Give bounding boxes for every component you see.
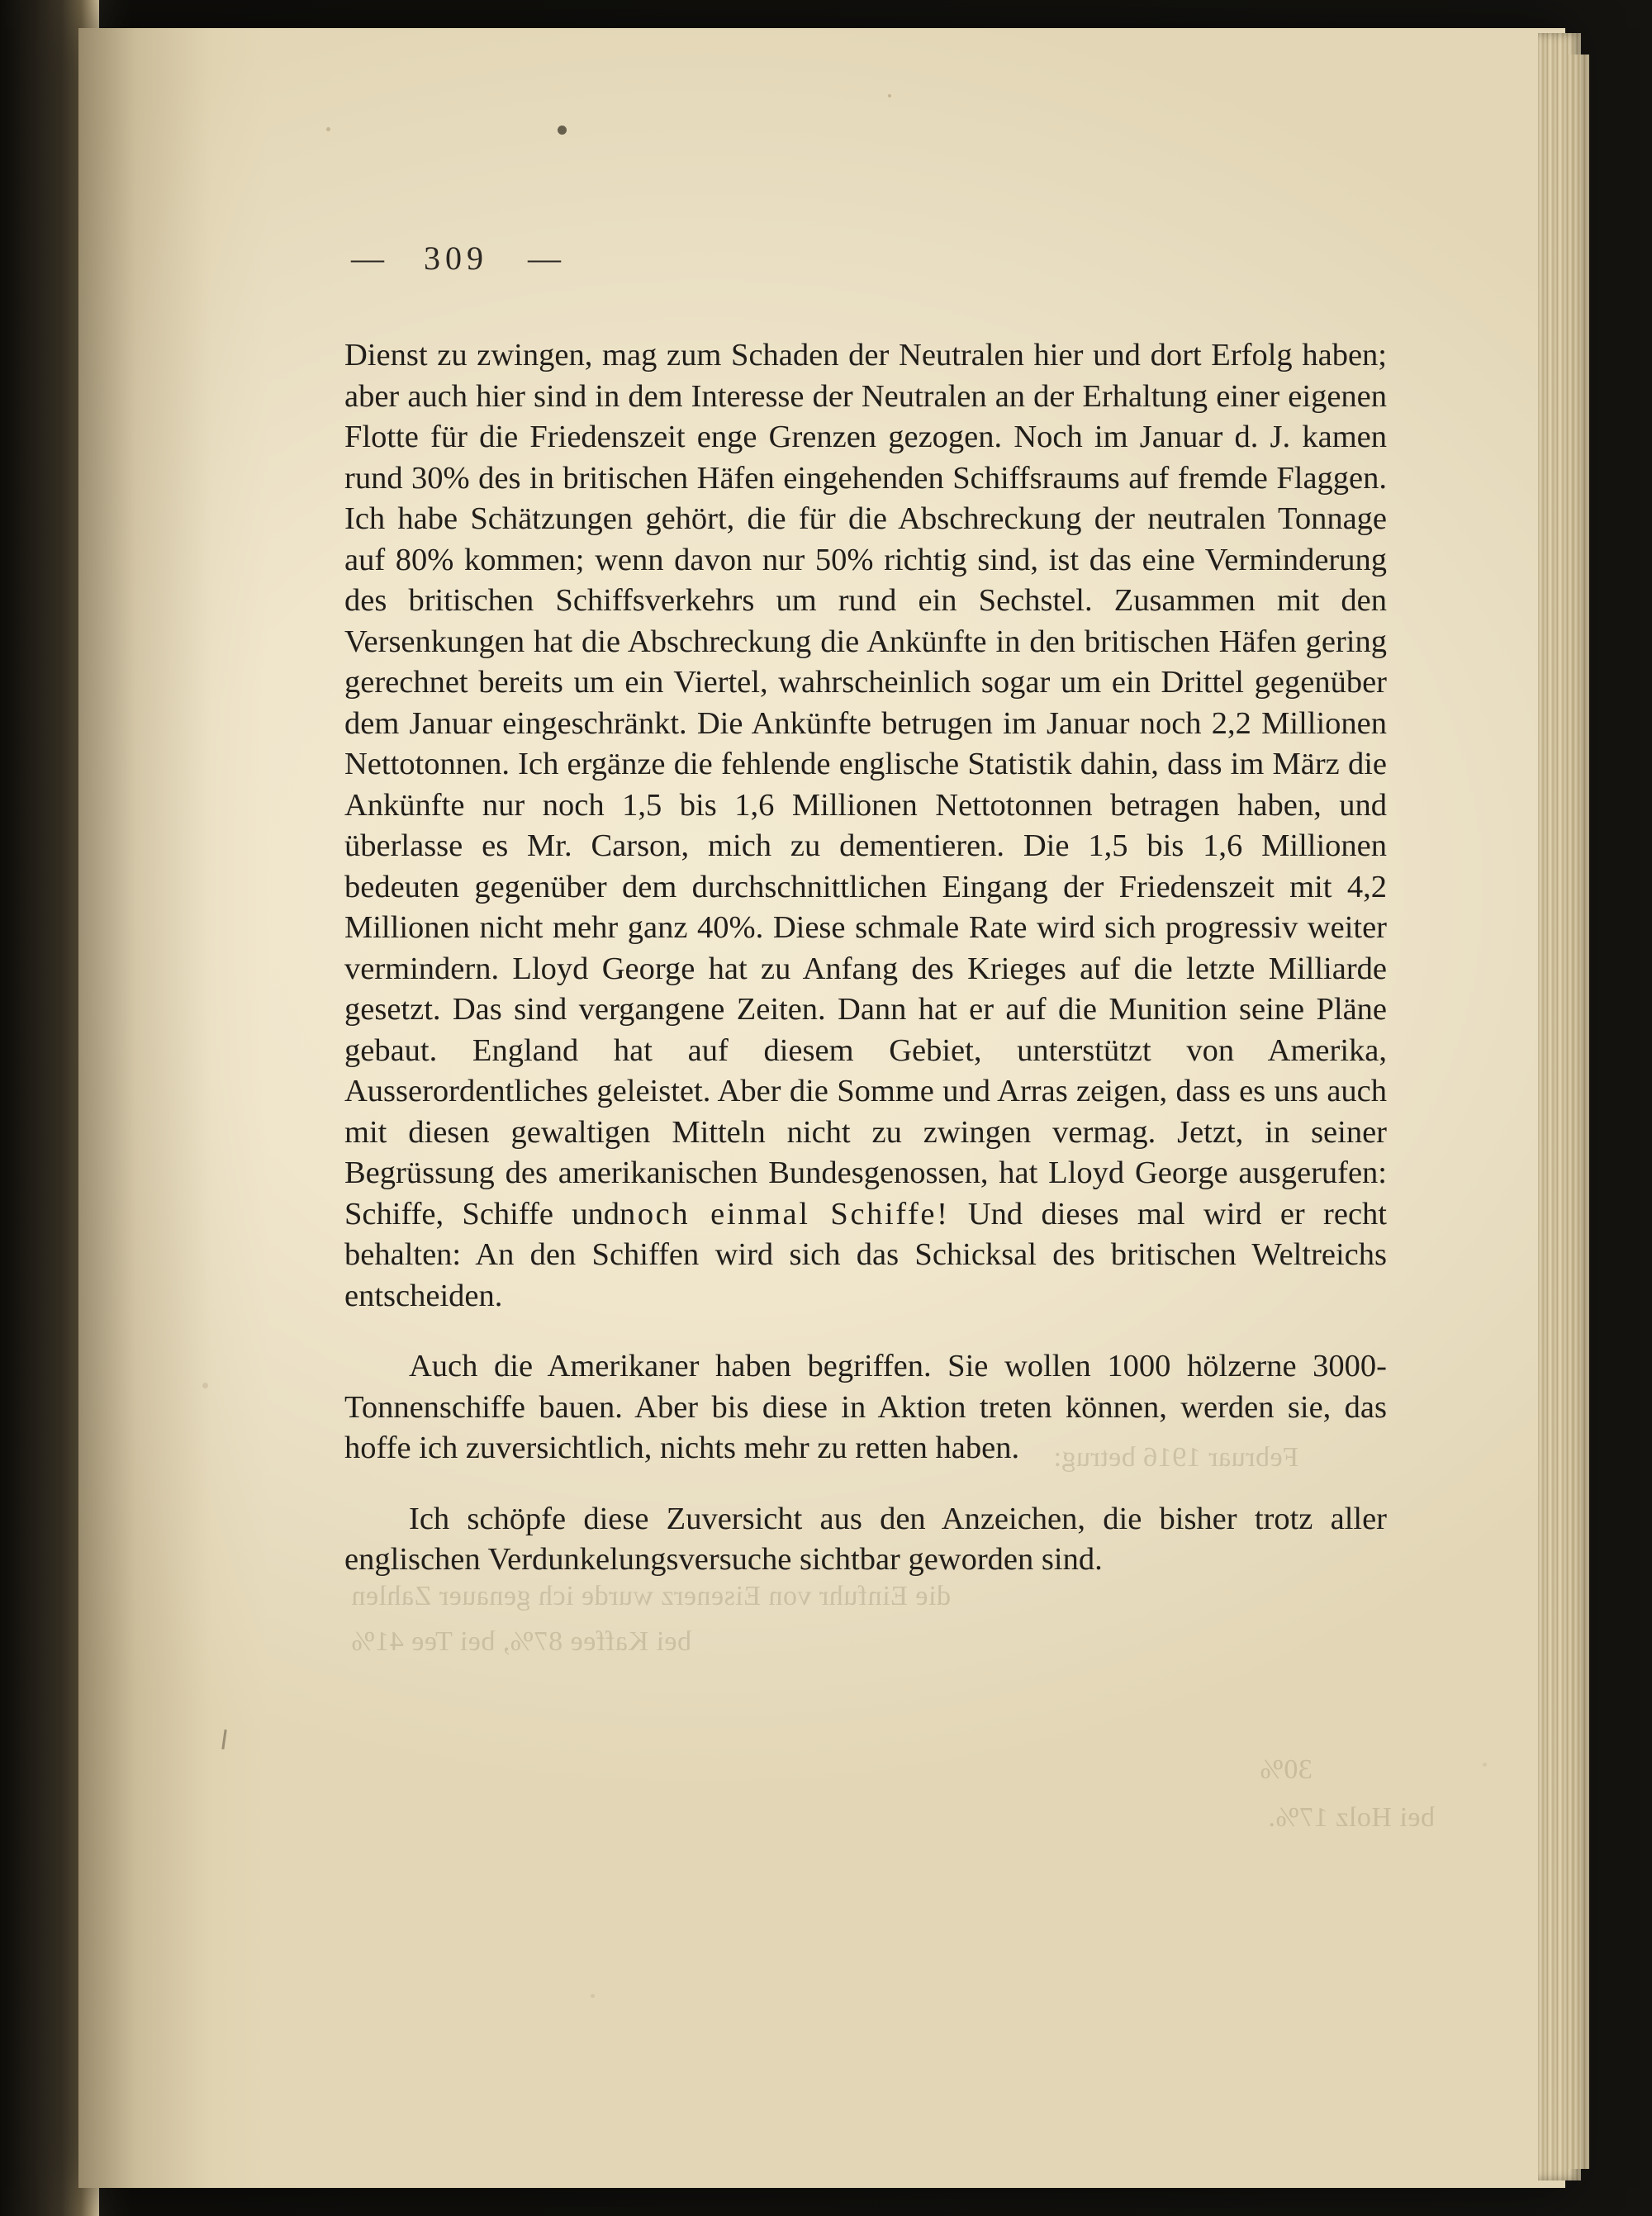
page-number: 309 xyxy=(424,240,488,277)
emphasized-phrase: noch einmal Schiffe! xyxy=(619,1196,950,1231)
book-fore-edge-secondary xyxy=(1568,55,1589,2169)
paragraph xyxy=(344,335,1387,1317)
bleed-through-line: bei Kaffee 87%, bei Tee 41% xyxy=(351,1626,692,1657)
paragraph-text-tail: Und dieses mal wird er recht behalten: An den Schiffen wird sich das Schicksal des britischen Weltreichs entscheiden. xyxy=(344,1196,1387,1313)
book-page xyxy=(78,28,1565,2188)
page-text-body xyxy=(344,335,1387,1581)
paper-speckle xyxy=(888,94,891,97)
bleed-through-line: die Einfuhr von Eisenerz wurde ich genauer Zahlen xyxy=(351,1581,951,1611)
folio-dash-right: — xyxy=(528,240,561,277)
bleed-through-line: bei Holz 17%. xyxy=(1268,1802,1435,1833)
paragraph-text: Dienst zu zwingen, mag zum Schaden der Neutralen hier und dort Erfolg haben; aber auch hier sind in dem Interesse der Neutralen an der Erhaltung einer eigenen Flotte für die Friedenszeit enge Grenzen gezogen. Noch im Januar d. J. kamen rund 30% des in britischen Häfen eingehenden Schiffsraums auf fremde Flaggen. Ich habe Schätzungen gehört, die für die Abschreckung der neutralen Tonnage auf 80% kommen; wenn davon nur 50% richtig sind, ist das eine Verminderung des britischen Schiffsverkehrs um rund ein Sechstel. Zusammen mit den Versenkungen hat die Abschreckung die Ankünfte in den britischen Häfen gering gerechnet bereits um ein Viertel, wahrscheinlich sogar um ein Drittel gegenüber dem Januar eingeschränkt. Die Ankünfte betrugen im Januar noch 2,2 Millionen Nettotonnen. Ich ergänze die fehlende englische Statistik dahin, dass im März die Ankünfte nur noch 1,5 bis 1,6 Millionen Nettotonnen betragen haben, und überlasse es Mr. Carson, mich zu dementieren. Die 1,5 bis 1,6 Millionen bedeuten gegenüber dem durchschnittlichen Eingang der Friedenszeit mit 4,2 Millionen nicht mehr ganz 40%. Diese schmale Rate wird sich progressiv weiter vermindern. Lloyd George hat zu Anfang des Krieges auf die letzte Milliarde gesetzt. Das sind vergangene Zeiten. Dann hat er auf die Munition seine Pläne gebaut. England hat auf diesem Gebiet, unterstützt von Amerika, Ausserordentliches geleistet. Aber die Somme und Arras zeigen, dass es uns auch mit diesen gewaltigen Mitteln nicht zu zwingen vermag. Jetzt, in seiner Begrüssung des amerikanischen Bundesgenossen, hat Lloyd George ausgerufen: Schiffe, Schiffe und xyxy=(344,338,1387,1231)
paragraph: Ich schöpfe diese Zuversicht aus den Anzeichen, die bisher trotz aller englischen Verdunkelungsversuche sichtbar geworden sind. xyxy=(344,1501,1387,1577)
bleed-through-line: Februar 1916 betrug: xyxy=(1053,1442,1299,1473)
page-folio xyxy=(351,239,1375,278)
paragraph: Auch die Amerikaner haben begriffen. Sie wollen 1000 hölzerne 3000-Tonnenschiffe bauen. Aber bis diese in Aktion treten können, werden sie, das hoffe ich zuversichtlich, nichts mehr zu retten haben. xyxy=(344,1349,1387,1465)
paper-speckle xyxy=(1483,1763,1487,1767)
folio-dash-left: — xyxy=(351,240,384,277)
bleed-through-line: 30% xyxy=(1260,1754,1313,1785)
paper-speckle xyxy=(591,1994,595,1998)
paper-speckle xyxy=(326,127,330,131)
paper-speckle xyxy=(202,1383,208,1388)
ink-fleck xyxy=(558,126,567,135)
pencil-tick xyxy=(221,1730,226,1749)
